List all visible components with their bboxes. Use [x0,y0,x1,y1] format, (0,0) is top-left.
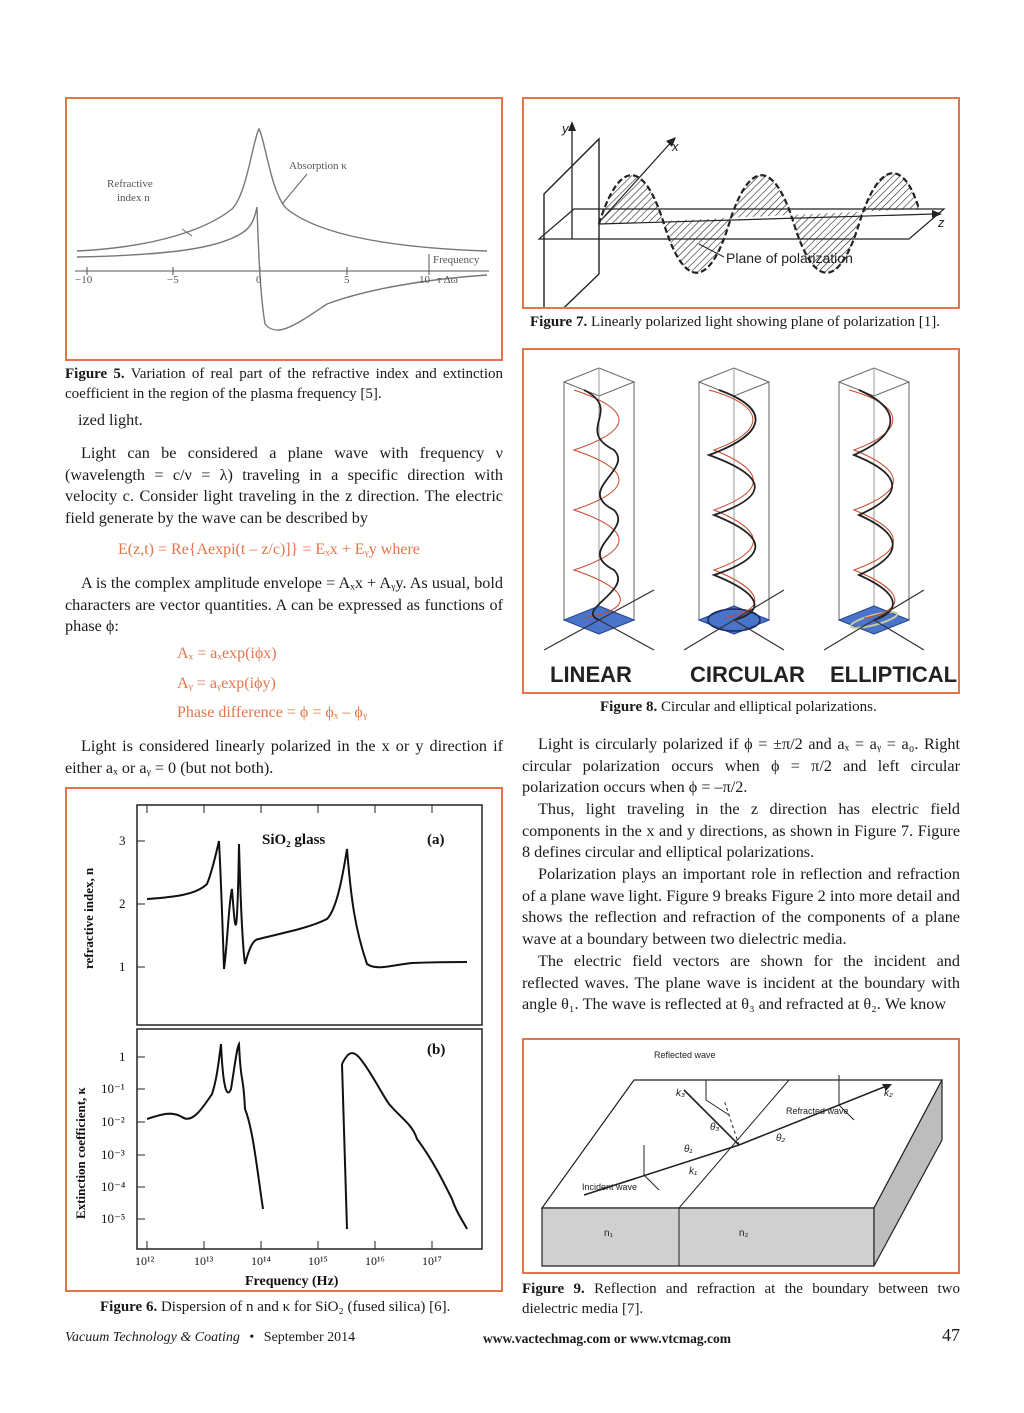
absorption-curve [77,129,487,251]
right-para-4: The electric field vectors are shown for the incident and reflected waves. The plane wave is incident at the boundary with angle θ₁. The wave is reflected at θ₃ and refracted at θ₂. We know [522,952,960,1014]
fig9-k1: k₁ [689,1166,698,1177]
footer-page: 47 [942,1325,960,1345]
left-para-1: Light can be considered a plane wave with frequency ν (wavelength = c/ν = λ) traveling in a specific direction with velocity c. Consider light traveling in the z direction. The electric field generate by the wave can be described by [65,444,503,527]
figure-6-caption [100,1297,503,1317]
fig6-ytick-b: 10⁻² [101,1114,125,1129]
figure-9-caption-label: Figure 9. [522,1281,585,1297]
fig5-tick: 5 [344,274,350,286]
fig6-xlabel: Frequency (Hz) [245,1274,339,1289]
fig6-ytick-b: 10⁻⁴ [101,1179,126,1194]
figure-8-caption-label: Figure 8. [600,699,658,715]
fig5-label-tau: τ Δω [437,274,458,286]
linear-prism [544,368,654,650]
fig7-axis-x: x [672,139,679,154]
figure-6-plot [67,789,501,1290]
fig9-label-incident: Incident wave [582,1182,638,1192]
footer [65,1325,960,1354]
figure-8-diagram [524,350,958,692]
figure-7 [522,97,960,309]
figure-6-caption-label: Figure 6. [100,1299,158,1315]
fig6-ylabel-b: Extinction coefficient, κ [73,1087,88,1219]
footer-bullet: • [249,1330,255,1345]
fig6-xtick: 10¹³ [194,1254,214,1268]
fig6-xtick: 10¹⁶ [365,1254,385,1268]
fig9-theta3: θ₃ [710,1122,720,1133]
fig8-label-elliptical: ELLIPTICAL [830,662,958,687]
left-para-3: Light is considered linearly polarized in the x or y direction if either aₓ or aᵧ = 0 (but not both). [65,737,503,777]
right-para-1: Light is circularly polarized if ϕ = ±π/2 and aₓ = aᵧ = a₀. Right circular polarization occurs when ϕ = π/2 and left circular polarization occurs when ϕ = –π/2. [522,735,960,797]
fig9-theta2: θ₂ [776,1133,786,1144]
fig5-tick: 0 [256,274,262,286]
fig7-axis-y: y [562,121,569,136]
figure-5-caption [65,364,503,404]
fig9-k2: k₂ [884,1088,893,1099]
left-frag: ized light. [78,411,143,429]
equation-main: E(z,t) = Re{Aexpi(t – z/c)]} = Eₓx + Eᵧy where [118,541,420,558]
fig9-k3: k₃ [676,1088,685,1099]
left-para-2: A is the complex amplitude envelope = Aₓx + Aᵧy. As usual, bold characters are vector quantities. A can be expressed as functions of phase ϕ: [65,574,503,636]
fig5-label-refractive: Refractive [107,178,153,190]
fig5-label-index: index n [117,192,150,204]
fig5-tick: −10 [75,274,93,286]
figure-9-caption [522,1279,960,1319]
fig6-ytick-a: 2 [119,896,126,911]
fig6-xtick: 10¹⁴ [251,1254,271,1268]
fig6-xtick: 10¹⁷ [422,1254,442,1268]
n-curve [147,841,467,969]
circular-prism [684,368,784,650]
fig9-label-n1: n₁ [604,1228,613,1239]
fig9-label-reflected: Reflected wave [654,1050,716,1060]
fig5-tick: −5 [167,274,179,286]
fig6-ytick-b: 1 [119,1049,126,1064]
fig6-panel-b: (b) [427,1042,446,1058]
fig6-ytick-b: 10⁻¹ [101,1081,125,1096]
footer-journal: Vacuum Technology & Coating [65,1330,240,1345]
figure-9-diagram [524,1040,958,1272]
fig6-xtick: 10¹⁵ [308,1254,328,1268]
fig6-ytick-b: 10⁻³ [101,1147,125,1162]
refractive-curve [77,207,487,330]
figure-8-caption [600,697,960,717]
figure-9 [522,1038,960,1274]
figure-5 [65,97,503,361]
fig6-ytick-b: 10⁻⁵ [101,1211,126,1226]
fig8-label-circular: CIRCULAR [690,662,805,687]
figure-6 [65,787,503,1292]
figure-6-caption-text: Dispersion of n and κ for SiO₂ (fused silica) [6]. [160,1299,451,1315]
fig5-label-absorption: Absorption κ [289,160,347,172]
fig9-label-n2: n₂ [739,1228,749,1239]
fig9-theta1: θ₁ [684,1144,693,1155]
fig5-label-frequency: Frequency [433,254,480,266]
fig8-label-linear: LINEAR [550,662,632,687]
fig6-ytick-a: 3 [119,833,126,848]
fig7-axis-z: z [938,215,945,230]
equation-phase: Phase difference = ϕ = ϕₓ – ϕᵧ [177,704,368,721]
fig6-ytick-a: 1 [119,959,126,974]
fig6-title-a: SiO₂ glass [262,832,326,848]
fig6-ylabel-a: refractive index, n [81,867,96,969]
equation-ax: Aₓ = aₓexp(iϕx) [177,645,277,662]
fig5-tick: 10 [419,274,430,286]
figure-7-caption-label: Figure 7. [530,314,588,330]
figure-7-diagram [524,99,958,307]
figure-9-caption-text: Reflection and refraction at the boundary between two dielectric media [7]. [522,1281,961,1317]
equation-ay: Aᵧ = aᵧexp(iϕy) [177,675,276,692]
fig9-label-refracted: Refracted wave [786,1106,849,1116]
footer-web: www.vactechmag.com or www.vtcmag.com [483,1331,731,1346]
k-curve [147,1044,467,1229]
right-para-2: Thus, light traveling in the z direction has electric field components in the x and y directions, as shown in Figure 7. Figure 8 defines circular and elliptical polarizations. [522,800,960,862]
elliptical-prism [824,368,924,650]
figure-7-caption [530,312,960,332]
figure-7-caption-text: Linearly polarized light showing plane of polarization [1]. [590,314,941,330]
figure-8 [522,348,960,694]
right-para-3: Polarization plays an important role in reflection and refraction of a plane wave light. Figure 9 breaks Figure 2 into more detail and shows the reflection and refraction of the components of a plane wave at a boundary between two dielectric media. [522,865,960,948]
figure-5-caption-text: Variation of real part of the refractive index and extinction coefficient in the region of the plasma frequency [5]. [65,366,503,402]
figure-5-caption-label: Figure 5. [65,366,125,382]
fig6-xtick: 10¹² [135,1254,155,1268]
fig6-panel-a: (a) [427,832,445,848]
fig7-label-plane: Plane of polarization [726,250,853,266]
figure-8-caption-text: Circular and elliptical polarizations. [660,699,877,715]
figure-5-plot [67,99,501,359]
footer-date: September 2014 [263,1330,356,1345]
